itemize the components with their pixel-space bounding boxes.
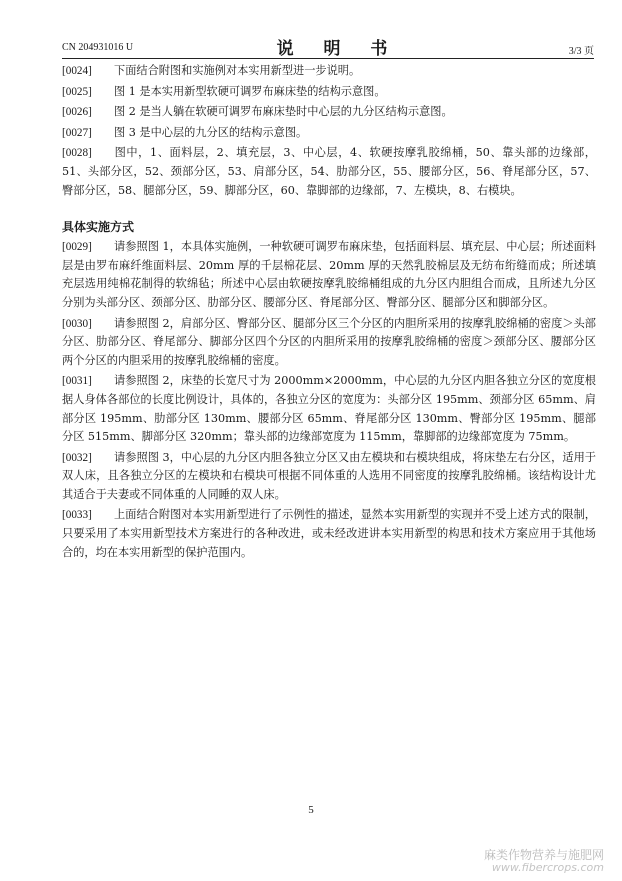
paragraph-0024 xyxy=(62,62,596,81)
paragraph-text: 图 1 是本实用新型软硬可调罗布麻床垫的结构示意图。 xyxy=(114,84,386,98)
paragraph-0027 xyxy=(62,124,596,143)
paragraph-id: [0030] xyxy=(62,317,92,330)
paragraph-text: 图 2 是当人躺在软硬可调罗布麻床垫时中心层的九分区结构示意图。 xyxy=(114,105,453,119)
paragraph-text: 上面结合附图对本实用新型进行了示例性的描述，显然本实用新型的实现并不受上述方式的限制，只要采用了本实用新型技术方案进行的各种改进，或未经改进讲本实用新型的构思和技术方案应用于其他场合的，均在本实用新型的保护范围内。 xyxy=(62,508,596,559)
paragraph-id: [0025] xyxy=(62,85,92,98)
paragraph-id: [0029] xyxy=(62,241,92,254)
paragraph-0030 xyxy=(62,315,596,371)
watermark-url: www.fibercrops.com xyxy=(491,861,604,874)
paragraph-text: 图 3 是中心层的九分区的结构示意图。 xyxy=(114,125,308,139)
watermark-text: 麻类作物营养与施肥网 xyxy=(483,848,604,862)
paragraph-text: 请参照图 2，床垫的长宽尺寸为 2000mm×2000mm，中心层的九分区内胆各独立分区的宽度根据人身体各部位的长度比例设计，具体的，各独立分区的宽度为：头部分区 195mm、颈部分区 65mm、肩部分区 195mm、肋部分区 130mm、腰部分区 65mm、脊尾部分区 130mm、臀部分区 195mm、腿部分区 515mm、脚部分区 320mm；靠头部的边缘部宽度为 115mm，靠脚部的边缘部宽度为 75mm。 xyxy=(62,374,596,444)
paragraph-0026 xyxy=(62,103,596,122)
paragraph-text: 请参照图 1，本具体实施例，一种软硬可调罗布麻床垫，包括面料层、填充层、中心层；所述面料层是由罗布麻纤维面料层、20mm 厚的千层棉花层、20mm 厚的天然乳胶棉层及无纺布绗缝而成；所述填充层选用纯棉花制得的软绵毡；所述中心层由软硬按摩乳胶绵桶组成的九分区内胆组合而成，且所述九分区分别为头部分区、颈部分区、肋部分区、腰部分区、脊尾部分区、臀部分区、腿部分区和脚部分区。 xyxy=(62,240,596,309)
document-body xyxy=(62,62,596,564)
page-header xyxy=(62,34,594,58)
paragraph-id: [0028] xyxy=(62,147,92,160)
paragraph-0025 xyxy=(62,83,596,102)
section-heading: 具体实施方式 xyxy=(62,220,135,235)
paragraph-text: 图中，1、面料层，2、填充层，3、中心层，4、软硬按摩乳胶绵桶，50、靠头部的边缘部，51、头部分区，52、颈部分区，53、肩部分区，54、肋部分区，55、腰部分区，56、脊尾部分区，57、臀部分区，58、腿部分区，59、脚部分区，60、靠脚部的边缘部，7、左模块，8、右模块。 xyxy=(62,146,596,197)
paragraph-text: 请参照图 3，中心层的九分区内胆各独立分区又由左模块和右模块组成，将床垫左右分区，适用于双人床，且各独立分区的左模块和右模块可根据不同体重的人选用不同密度的按摩乳胶绵桶。该结构设计尤其适合于夫妻或不同体重的人同睡的双人床。 xyxy=(62,450,596,501)
paragraph-0032 xyxy=(62,449,596,505)
paragraph-id: [0033] xyxy=(62,509,92,522)
paragraph-id: [0032] xyxy=(62,451,92,464)
publication-number: CN 204931016 U xyxy=(62,42,134,53)
paragraph-id: [0027] xyxy=(62,126,92,139)
paragraph-id: [0026] xyxy=(62,106,92,119)
paragraph-0029 xyxy=(62,238,596,312)
paragraph-0028 xyxy=(62,144,596,200)
header-rule xyxy=(62,58,594,59)
paragraph-text: 下面结合附图和实施例对本实用新型进一步说明。 xyxy=(114,64,361,77)
page-number: 5 xyxy=(308,804,314,816)
document-title: 说 明 书 xyxy=(276,39,400,59)
paragraph-text: 请参照图 2，肩部分区、臀部分区、腿部分区三个分区的内胆所采用的按摩乳胶绵桶的密度＞头部分区、肋部分区、脊尾部分、脚部分区四个分区的内胆所采用的按摩乳胶绵桶的密度＞颈部分区、腰部分区两个分区的内胆采用的按摩乳胶绵桶的密度。 xyxy=(62,316,596,367)
page-count: 3/3 页 xyxy=(568,46,594,57)
paragraph-0033 xyxy=(62,506,596,562)
paragraph-id: [0024] xyxy=(62,65,92,77)
paragraph-0031 xyxy=(62,372,596,446)
paragraph-id: [0031] xyxy=(62,375,92,388)
